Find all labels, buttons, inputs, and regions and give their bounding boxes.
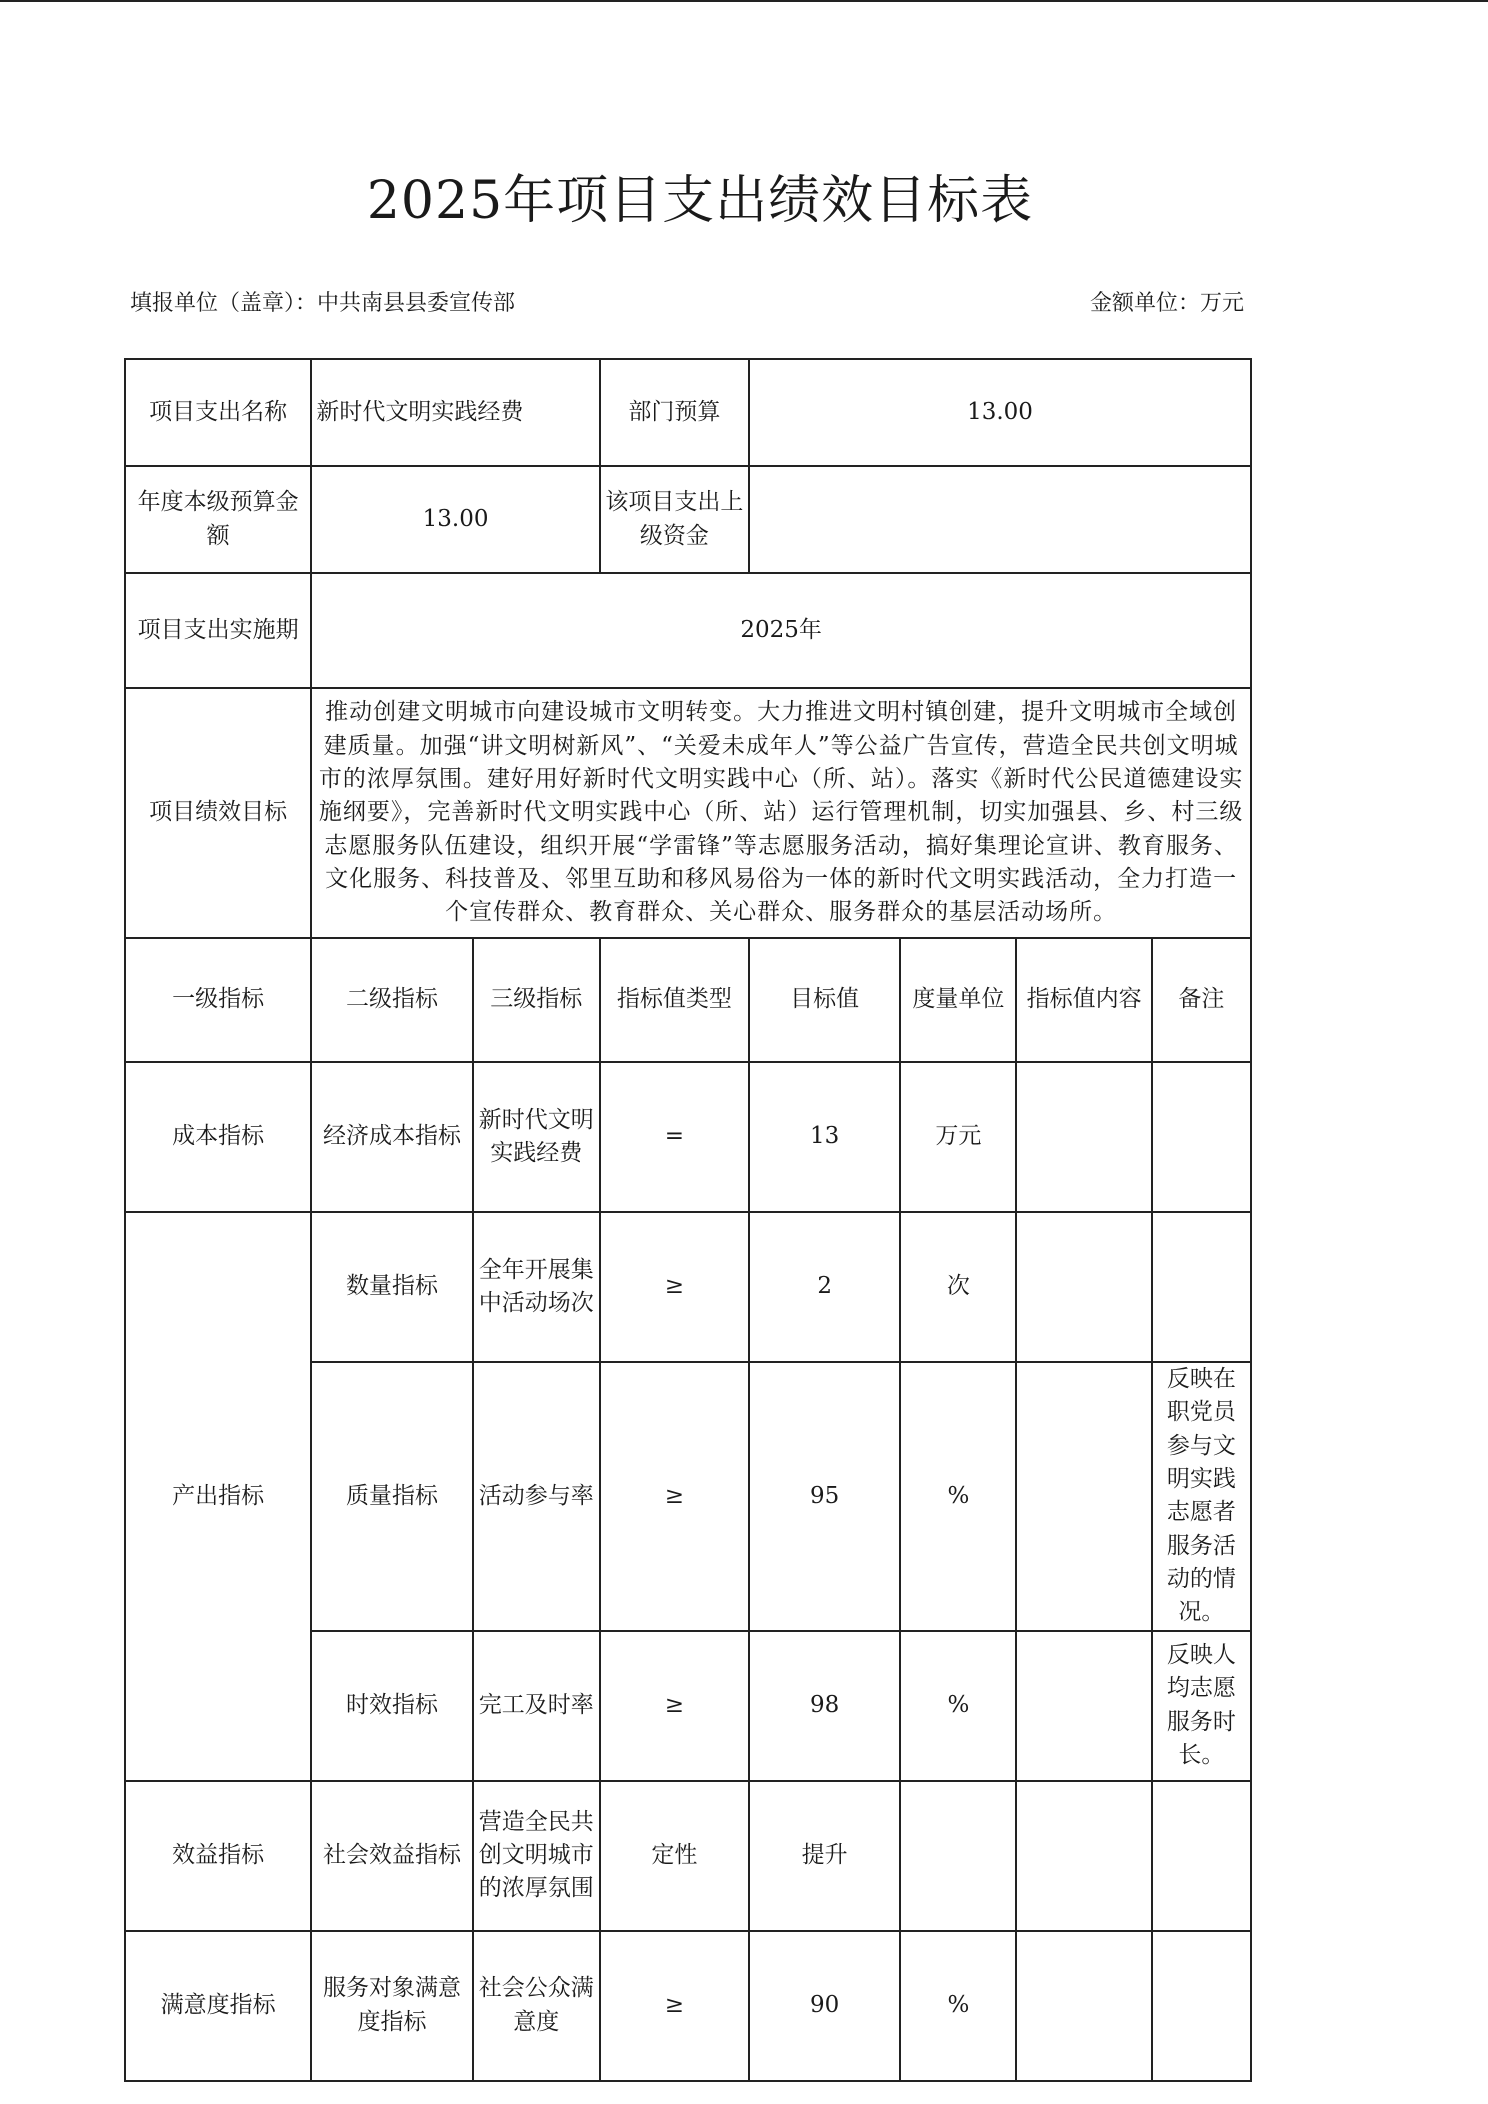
table-row xyxy=(125,1931,1251,2081)
level3-cell: 新时代文明实践经费 xyxy=(473,1062,600,1212)
content-cell xyxy=(1016,1931,1151,2081)
content-cell xyxy=(1016,1781,1151,1931)
col-header-type: 指标值类型 xyxy=(600,938,749,1062)
period-value: 2025年 xyxy=(311,573,1251,688)
unit-cell: 次 xyxy=(900,1212,1016,1362)
unit-cell: 万元 xyxy=(900,1062,1016,1212)
level2-cell: 服务对象满意度指标 xyxy=(311,1931,472,2081)
col-header-target: 目标值 xyxy=(749,938,900,1062)
project-name-label: 项目支出名称 xyxy=(125,359,311,466)
level1-cell: 产出指标 xyxy=(125,1212,311,1781)
unit-cell: % xyxy=(900,1362,1016,1631)
target-cell: 90 xyxy=(749,1931,900,2081)
type-cell: ≥ xyxy=(600,1931,749,2081)
note-cell: 反映人均志愿服务时长。 xyxy=(1152,1631,1251,1781)
top-border-line xyxy=(0,0,1488,2)
note-cell: 反映在职党员参与文明实践志愿者服务活动的情况。 xyxy=(1152,1362,1251,1631)
table-row xyxy=(125,1062,1251,1212)
superior-funds-label: 该项目支出上级资金 xyxy=(600,466,749,573)
performance-target-table xyxy=(124,358,1252,2082)
period-label: 项目支出实施期 xyxy=(125,573,311,688)
content-cell xyxy=(1016,1212,1151,1362)
col-header-level3: 三级指标 xyxy=(473,938,600,1062)
level3-cell: 全年开展集中活动场次 xyxy=(473,1212,600,1362)
info-row-goal xyxy=(125,688,1251,938)
level2-cell: 数量指标 xyxy=(311,1212,472,1362)
content-cell xyxy=(1016,1631,1151,1781)
table-row xyxy=(125,1212,1251,1362)
unit-cell: % xyxy=(900,1631,1016,1781)
superior-funds-value xyxy=(749,466,1251,573)
dept-budget-label: 部门预算 xyxy=(600,359,749,466)
content-cell xyxy=(1016,1362,1151,1631)
level3-cell: 社会公众满意度 xyxy=(473,1931,600,2081)
type-cell: ≥ xyxy=(600,1212,749,1362)
level1-cell: 成本指标 xyxy=(125,1062,311,1212)
col-header-unit: 度量单位 xyxy=(900,938,1016,1062)
level2-cell: 质量指标 xyxy=(311,1362,472,1631)
target-cell: 提升 xyxy=(749,1781,900,1931)
goal-text: 推动创建文明城市向建设城市文明转变。大力推进文明村镇创建，提升文明城市全域创建质量。加强“讲文明树新风”、“关爱未成年人”等公益广告宣传，营造全民共创文明城市的浓厚氛围。建好用好新时代文明实践中心（所、站）。落实《新时代公民道德建设实施纲要》，完善新时代文明实践中心（所、站）运行管理机制，切实加强县、乡、村三级志愿服务队伍建设，组织开展“学雷锋”等志愿服务活动，搞好集理论宣讲、教育服务、文化服务、科技普及、邻里互助和移风易俗为一体的新时代文明实践活动，全力打造一个宣传群众、教育群众、关心群众、服务群众的基层活动场所。 xyxy=(311,688,1251,938)
type-cell: 定性 xyxy=(600,1781,749,1931)
table-row xyxy=(125,1781,1251,1931)
info-row-budget xyxy=(125,466,1251,573)
target-cell: 95 xyxy=(749,1362,900,1631)
target-cell: 98 xyxy=(749,1631,900,1781)
reporting-unit: 填报单位（盖章）：中共南县县委宣传部 xyxy=(130,291,516,316)
note-cell xyxy=(1152,1931,1251,2081)
level3-cell: 完工及时率 xyxy=(473,1631,600,1781)
unit-cell: % xyxy=(900,1931,1016,2081)
note-cell xyxy=(1152,1781,1251,1931)
target-cell: 2 xyxy=(749,1212,900,1362)
note-cell xyxy=(1152,1212,1251,1362)
level3-cell: 活动参与率 xyxy=(473,1362,600,1631)
dept-budget-value: 13.00 xyxy=(749,359,1251,466)
col-header-content: 指标值内容 xyxy=(1016,938,1151,1062)
type-cell: = xyxy=(600,1062,749,1212)
type-cell: ≥ xyxy=(600,1362,749,1631)
level3-cell: 营造全民共创文明城市的浓厚氛围 xyxy=(473,1781,600,1931)
level2-cell: 经济成本指标 xyxy=(311,1062,472,1212)
amount-unit: 金额单位：万元 xyxy=(1089,291,1244,316)
info-row-period xyxy=(125,573,1251,688)
goal-label: 项目绩效目标 xyxy=(125,688,311,938)
content-cell xyxy=(1016,1062,1151,1212)
annual-budget-label: 年度本级预算金额 xyxy=(125,466,311,573)
col-header-note: 备注 xyxy=(1152,938,1251,1062)
level1-cell: 满意度指标 xyxy=(125,1931,311,2081)
unit-cell xyxy=(900,1781,1016,1931)
page-title: 2025年项目支出绩效目标表 xyxy=(366,171,1034,231)
level1-cell: 效益指标 xyxy=(125,1781,311,1931)
col-header-level2: 二级指标 xyxy=(311,938,472,1062)
indicator-header-row xyxy=(125,938,1251,1062)
type-cell: ≥ xyxy=(600,1631,749,1781)
col-header-level1: 一级指标 xyxy=(125,938,311,1062)
target-cell: 13 xyxy=(749,1062,900,1212)
note-cell xyxy=(1152,1062,1251,1212)
level2-cell: 时效指标 xyxy=(311,1631,472,1781)
level2-cell: 社会效益指标 xyxy=(311,1781,472,1931)
info-row-name xyxy=(125,359,1251,466)
annual-budget-value: 13.00 xyxy=(311,466,599,573)
project-name-value: 新时代文明实践经费 xyxy=(311,359,599,466)
